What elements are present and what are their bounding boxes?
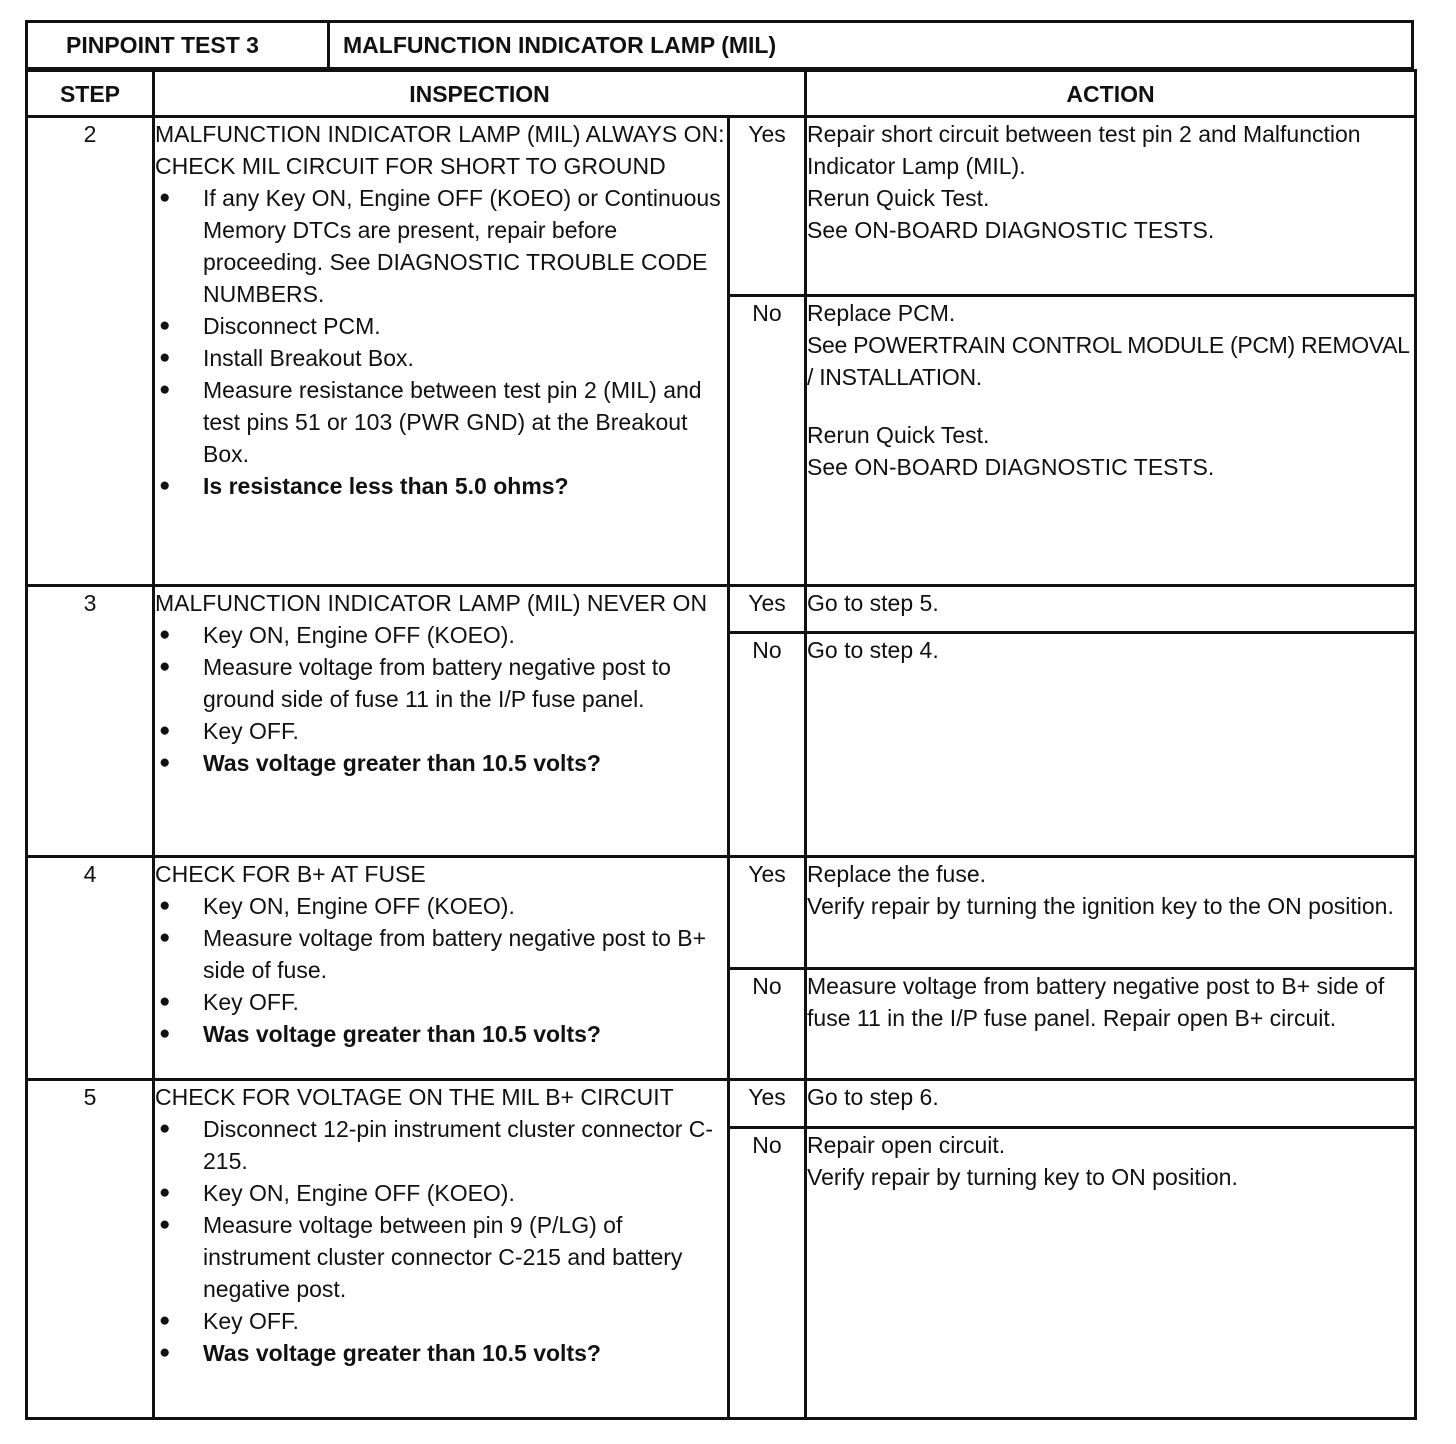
- table-row: [27, 117, 1416, 296]
- bullet-icon: ●: [159, 1181, 171, 1203]
- inspection-title: CHECK FOR VOLTAGE ON THE MIL B+ CIRCUIT: [155, 1083, 674, 1110]
- inspection-title: MALFUNCTION INDICATOR LAMP (MIL) ALWAYS ON: CHECK MIL CIRCUIT FOR SHORT TO GROUND: [155, 121, 725, 179]
- action-no: Go to step 4.: [806, 632, 1416, 857]
- action-no: Repair open circuit. Verify repair by turning key to ON position.: [806, 1128, 1416, 1419]
- bullet-icon: ●: [159, 927, 171, 949]
- bullet-icon: ●: [159, 1309, 171, 1331]
- step-number: 4: [27, 857, 154, 1080]
- list-item: ● Measure voltage from battery negative post to B+ side of fuse.: [155, 922, 727, 986]
- step-number: 5: [27, 1079, 154, 1418]
- bullet-icon: ●: [159, 379, 171, 400]
- bullet-icon: ●: [159, 624, 171, 646]
- step-number: 3: [27, 586, 154, 857]
- list-item: ● Key OFF.: [155, 715, 727, 747]
- inspection-question: ● Was voltage greater than 10.5 volts?: [155, 747, 727, 779]
- bullet-icon: ●: [159, 752, 171, 774]
- inspection-cell: [154, 117, 729, 586]
- column-header-inspection: INSPECTION: [154, 71, 806, 117]
- bullet-icon: ●: [159, 187, 171, 208]
- result-no: No: [729, 295, 806, 586]
- test-title: MALFUNCTION INDICATOR LAMP (MIL): [343, 32, 777, 58]
- table-row: [27, 586, 1416, 632]
- result-yes: Yes: [729, 857, 806, 968]
- action-yes: Repair short circuit between test pin 2 and Malfunction Indicator Lamp (MIL). Rerun Quick Test. See ON-BOARD DIAGNOSTIC TESTS.: [806, 117, 1416, 296]
- table-row: [27, 1079, 1416, 1127]
- list-item: ● Key ON, Engine OFF (KOEO).: [155, 890, 727, 922]
- column-header-row: [27, 71, 1416, 117]
- list-item: ● Key OFF.: [155, 1305, 727, 1337]
- bullet-icon: ●: [159, 1341, 171, 1363]
- column-header-step: STEP: [27, 71, 154, 117]
- inspection-question: ● Was voltage greater than 10.5 volts?: [155, 1337, 727, 1369]
- list-item: ● Measure resistance between test pin 2 (MIL) and test pins 51 or 103 (PWR GND) at the Breakout Box.: [155, 374, 727, 470]
- bullet-icon: ●: [159, 475, 171, 496]
- list-item: ● Measure voltage between pin 9 (P/LG) of instrument cluster connector C-215 and battery negative post.: [155, 1209, 727, 1305]
- inspection-question: ● Is resistance less than 5.0 ohms?: [155, 470, 727, 502]
- result-no: No: [729, 1128, 806, 1419]
- action-no: Replace PCM. See POWERTRAIN CONTROL MODULE (PCM) REMOVAL / INSTALLATION. Rerun Quick Test. See ON-BOARD DIAGNOSTIC TESTS.: [806, 295, 1416, 586]
- step-number: 2: [27, 117, 154, 586]
- list-item: ● Install Breakout Box.: [155, 342, 727, 374]
- result-yes: Yes: [729, 586, 806, 632]
- bullet-icon: ●: [159, 1117, 171, 1139]
- list-item: ● Disconnect PCM.: [155, 310, 727, 342]
- result-yes: Yes: [729, 1079, 806, 1127]
- result-no: No: [729, 632, 806, 857]
- inspection-title: CHECK FOR B+ AT FUSE: [155, 861, 426, 888]
- list-item: ● Disconnect 12-pin instrument cluster connector C-215.: [155, 1113, 727, 1177]
- bullet-icon: ●: [159, 991, 171, 1013]
- list-item: ● Key ON, Engine OFF (KOEO).: [155, 619, 727, 651]
- column-header-action: ACTION: [806, 71, 1416, 117]
- bullet-icon: ●: [159, 656, 171, 678]
- inspection-cell: [154, 586, 729, 857]
- bullet-icon: ●: [159, 347, 171, 368]
- result-yes: Yes: [729, 117, 806, 296]
- result-no: No: [729, 968, 806, 1079]
- action-yes: Go to step 6.: [806, 1079, 1416, 1127]
- list-item: ● Key OFF.: [155, 986, 727, 1018]
- action-yes: Replace the fuse. Verify repair by turning the ignition key to the ON position.: [806, 857, 1416, 968]
- pinpoint-table: [25, 69, 1417, 1420]
- inspection-cell: [154, 857, 729, 1080]
- list-item: ● If any Key ON, Engine OFF (KOEO) or Continuous Memory DTCs are present, repair before proceeding. See DIAGNOSTIC TROUBLE CODE NUMBERS.: [155, 182, 727, 310]
- inspection-question: ● Was voltage greater than 10.5 volts?: [155, 1018, 727, 1050]
- bullet-icon: ●: [159, 895, 171, 917]
- inspection-title: MALFUNCTION INDICATOR LAMP (MIL) NEVER ON: [155, 590, 708, 617]
- bullet-icon: ●: [159, 1213, 171, 1235]
- action-no: Measure voltage from battery negative post to B+ side of fuse 11 in the I/P fuse panel. Repair open B+ circuit.: [806, 968, 1416, 1079]
- bullet-icon: ●: [159, 1023, 171, 1045]
- bullet-icon: ●: [159, 315, 171, 336]
- table-row: [27, 857, 1416, 968]
- bullet-icon: ●: [159, 720, 171, 742]
- action-yes: Go to step 5.: [806, 586, 1416, 632]
- inspection-cell: [154, 1079, 729, 1418]
- test-header: [25, 20, 1414, 70]
- list-item: ● Key ON, Engine OFF (KOEO).: [155, 1177, 727, 1209]
- test-label: PINPOINT TEST 3: [28, 23, 330, 67]
- list-item: ● Measure voltage from battery negative post to ground side of fuse 11 in the I/P fuse panel.: [155, 651, 727, 715]
